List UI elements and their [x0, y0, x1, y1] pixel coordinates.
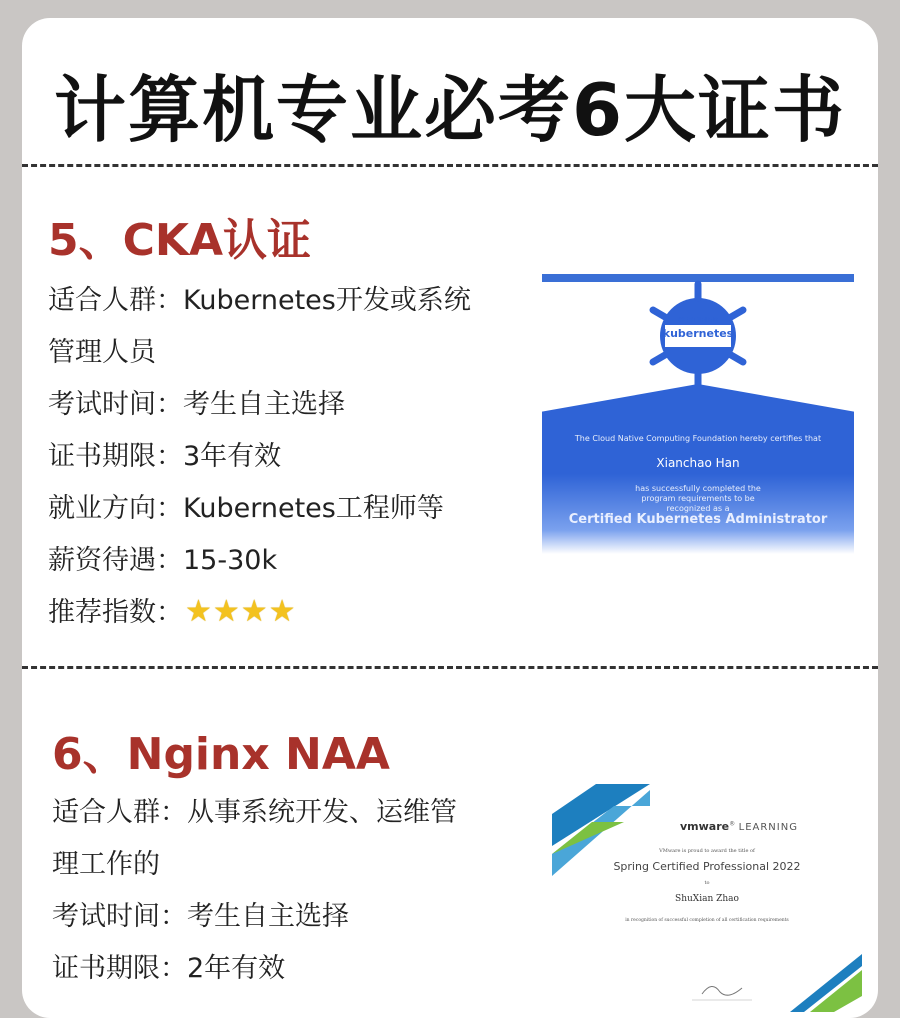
vmware-brand-suffix: LEARNING [738, 822, 798, 833]
section-heading-cka: 5、CKA认证 [48, 215, 312, 266]
section-heading-nginx: 6、Nginx NAA [52, 729, 390, 780]
info-audience: 适合人群：从事系统开发、运维管 [52, 797, 457, 828]
cka-certificate-image [542, 274, 854, 574]
vmware-logo: vmware® LEARNING [680, 820, 798, 833]
info-salary: 薪资待遇：15-30k [48, 545, 278, 576]
cert-completed-text: has successfully completed the program requirements to be recognized as a [635, 484, 761, 513]
certificate-card [22, 18, 878, 1018]
cert-recipient-name: Xianchao Han [656, 456, 740, 470]
vmware-brand: vmware [680, 820, 730, 833]
cert-recognition-text: in recognition of successful completion of all certification requirements [625, 918, 789, 923]
info-exam-time: 考试时间：考生自主选择 [48, 389, 345, 420]
rating-label: 推荐指数： [48, 597, 183, 628]
cert-award-text: VMware is proud to award the title of [659, 848, 755, 854]
cert-badge-line1: CERTIFIED [677, 316, 719, 324]
info-validity: 证书期限：2年有效 [52, 953, 286, 984]
cert-badge-line2: kubernetes [662, 327, 734, 340]
info-audience: 适合人群：Kubernetes开发或系统 [48, 285, 471, 316]
info-exam-time: 考试时间：考生自主选择 [52, 901, 349, 932]
page-title: 计算机专业必考6大证书 [53, 68, 847, 152]
cert-title: Certified Kubernetes Administrator [568, 512, 828, 527]
cert-recipient-name: ShuXian Zhao [675, 894, 739, 904]
cert-badge-line3: ADMINISTRATOR [677, 340, 719, 346]
section-divider [22, 666, 878, 669]
rating-stars-icon: ★★★★ [185, 594, 297, 629]
info-rating [48, 590, 297, 629]
info-career: 就业方向：Kubernetes工程师等 [48, 493, 444, 524]
cert-to-text: to [704, 880, 710, 886]
cert-title: Spring Certified Professional 2022 [613, 860, 801, 873]
section-divider [22, 164, 878, 167]
info-audience-cont: 管理人员 [48, 337, 156, 368]
cert-foundation-text: The Cloud Native Computing Foundation hereby certifies that [574, 434, 822, 443]
info-audience-cont: 理工作的 [52, 849, 160, 880]
vmware-certificate-image [552, 784, 862, 1018]
info-validity: 证书期限：3年有效 [48, 441, 282, 472]
